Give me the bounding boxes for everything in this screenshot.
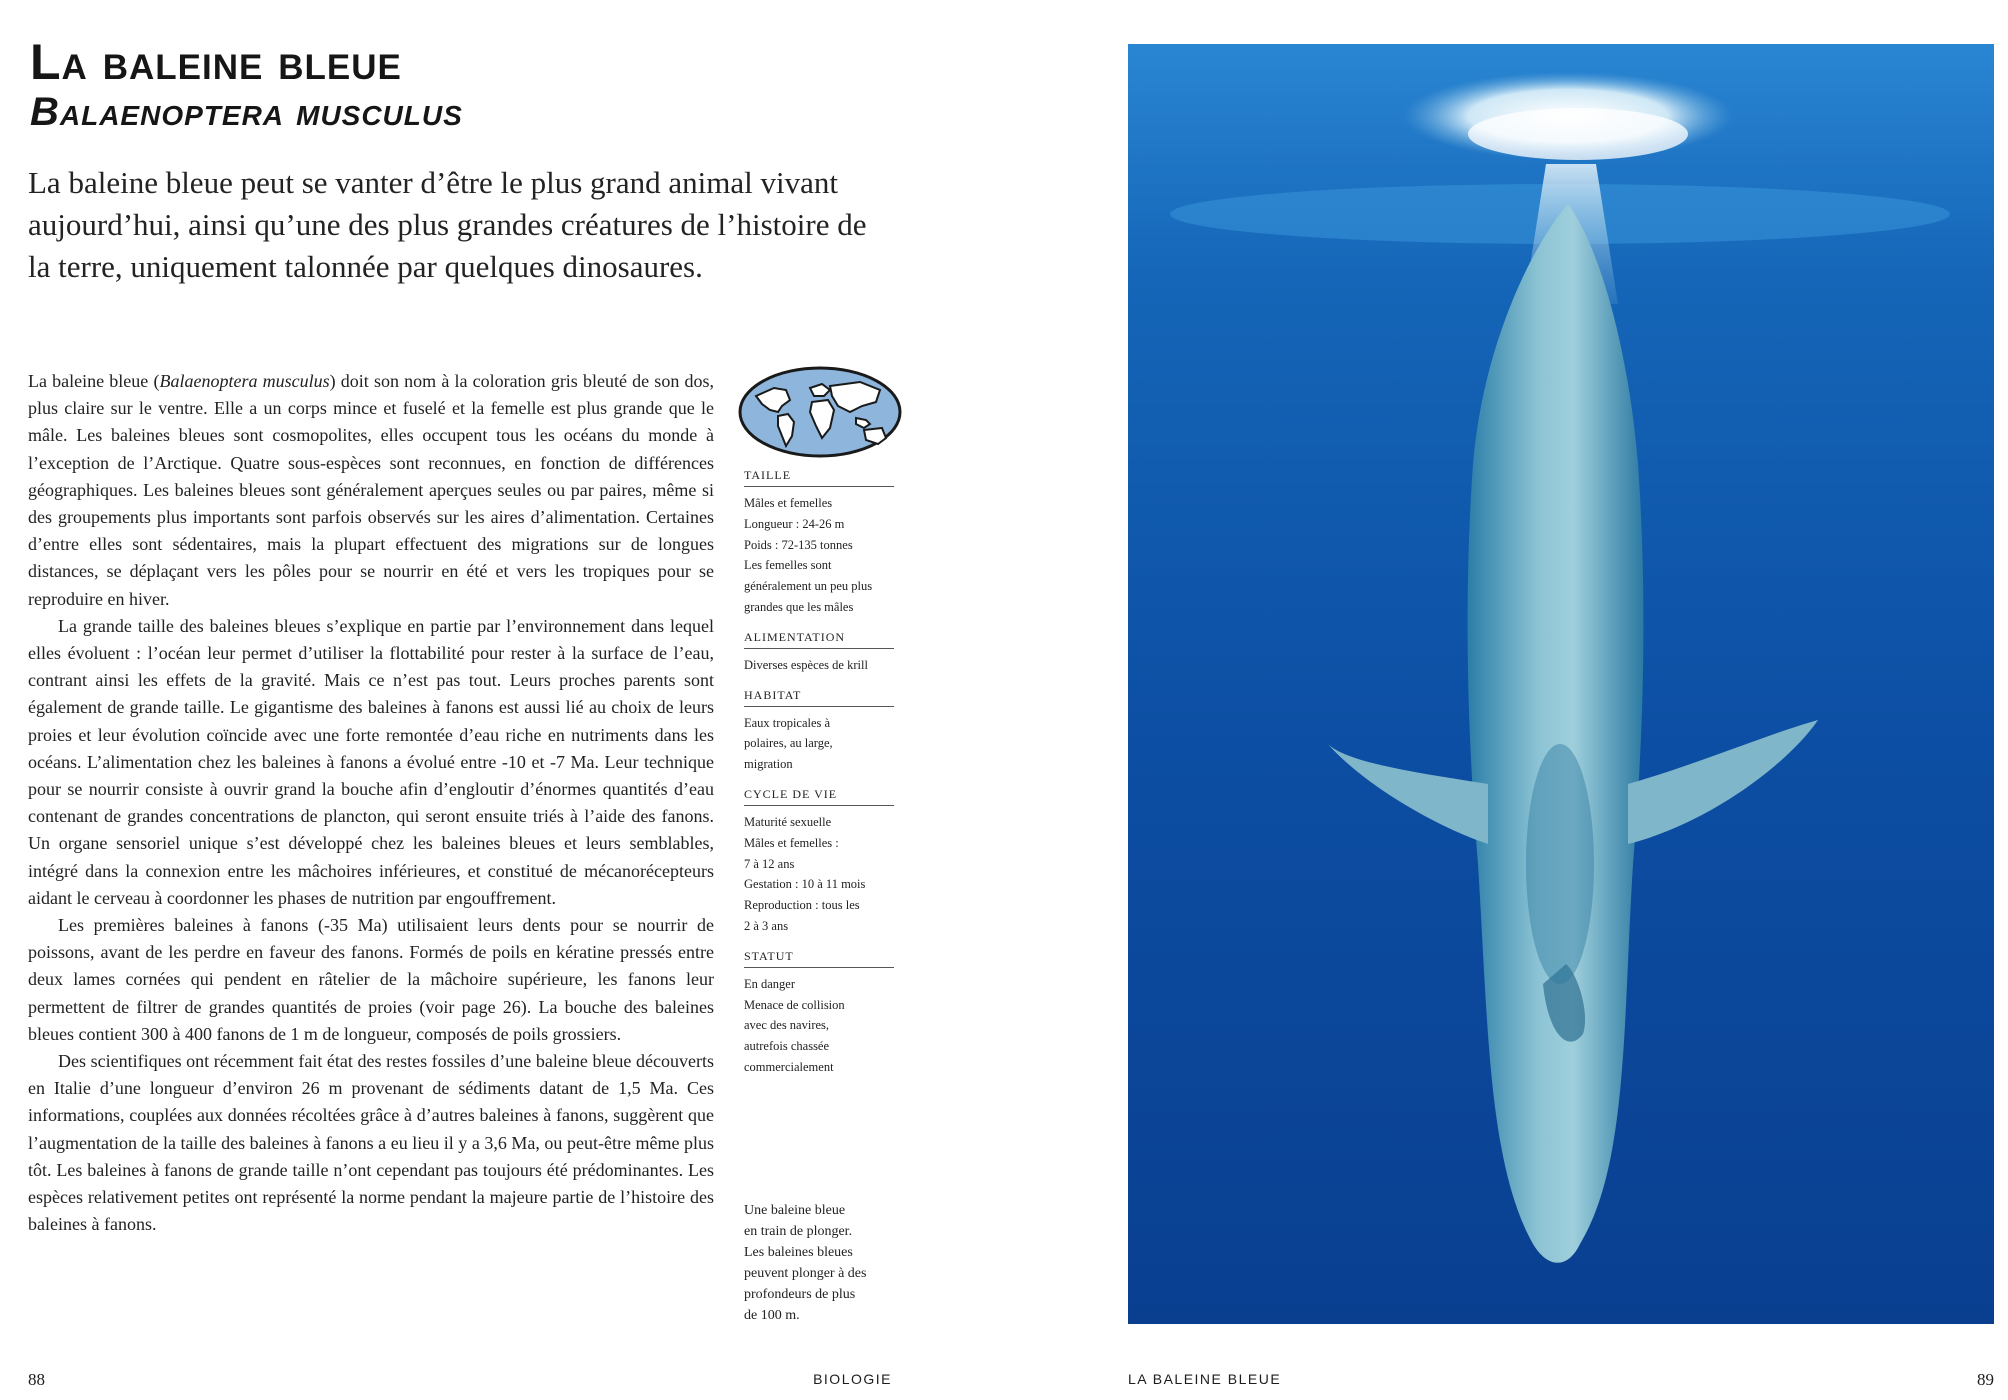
caption-line: Une baleine bleue [744,1203,846,1218]
fact-line: 2 à 3 ans [744,918,789,933]
photo-caption [744,1200,904,1326]
body-paragraph-2: La grande taille des baleines bleues s’explique en partie par l’environnement dans lequel elles évoluent : l’océan leur permet d’utiliser la flottabilité pour rester à la surface de l’eau, contrant ainsi les effets de la gravité. Mais ce n’est pas tout. Leurs proches parents sont également de grande taille. Le gigantisme des baleines à fanons est aussi lié au choix de leurs proies et leur évolution coïncide avec une forte remontée d’eau riche en nutriments dans les océans. L’alimentation chez les baleines à fanons a évolué entre -10 et -7 Ma. Leur technique pour se nourrir consiste à ouvrir grand la bouche afin d’engloutir d’énormes quantités d’eau contenant de grandes concentrations de plancton, qui seront ensuite triés à l’aide des fanons. Un organe sensoriel unique s’est développé chez les baleines bleues et leurs semblables, intégré dans la connexion entre les mâchoires inférieures, et constitué de mécanorécepteurs aidant le cerveau à coordonner les phases de nutrition par engouffrement. [28,615,714,908]
body-text [28,368,714,1239]
fact-line: migration [744,757,793,772]
caption-line: Les baleines bleues [744,1245,853,1260]
fact-line: grandes que les mâles [744,599,854,614]
species-subtitle: Balaenoptera musculus [30,90,463,134]
fact-taille [744,466,894,618]
fact-line: commercialement [744,1059,834,1074]
body-paragraph-3: Les premières baleines à fanons (-35 Ma) utilisaient leurs dents pour se nourrir de poissons, avant de les perdre en faveur des fanons. Formés de poils en kératine pressés entre deux lames cornées qui pendent en râtelier de la mâchoire supérieure, les fanons leur permettent de filtrer de grandes quantités de proies (voir page 26). La bouche des baleines bleues contient 300 à 400 fanons de 1 m de longueur, composés de poils grossiers. [28,915,714,1044]
fact-line: Les femelles sont [744,558,832,573]
world-distribution-map-icon [738,366,902,458]
fact-heading: CYCLE DE VIE [744,785,894,806]
fact-line: autrefois chassée [744,1039,830,1054]
caption-line: profondeurs de plus [744,1287,856,1302]
fact-habitat [744,686,894,775]
fact-alimentation [744,628,894,676]
blue-whale-photo [1128,44,1994,1324]
body-paragraph-1: La baleine bleue (Balaenoptera musculus) doit son nom à la coloration gris bleuté de son dos, plus claire sur le ventre. Elle a un corps mince et fuselé et la femelle est plus grande que le mâle. Les baleines bleues sont cosmopolites, elles occupent tous les océans du monde à l’exception de l’Arctique. Quatre sous-espèces sont reconnues, en fonction de différences géographiques. Les baleines bleues sont généralement aperçues seules ou par paires, même si des groupements plus importants sont parfois observés sur les aires d’alimentation. Certaines d’entre elles sont sédentaires, mais la plupart effectuent des migrations sur de longues distances, se déplaçant vers les pôles pour se nourrir en été et vers les tropiques pour se reproduire en hiver. [28,371,714,609]
page-title: La baleine bleue [30,34,402,90]
right-page [1004,0,2008,1400]
fact-line: Menace de collision [744,997,845,1012]
lead-paragraph: La baleine bleue peut se vanter d’être le plus grand animal vivant aujourd’hui, ainsi qu’une des plus grandes créatures de l’histoire de la terre, uniquement talonnée par quelques dinosaures. [28,165,867,284]
body-paragraph-4: Des scientifiques ont récemment fait état des restes fossiles d’une baleine bleue découverts en Italie d’une longueur d’environ 26 m provenant de sédiments datant de 1,5 Ma. Ces informations, couplées aux données récoltées grâce à d’autres baleines à fanons, suggèrent que l’augmentation de la taille des baleines à fanons a eu lieu il y a 3,6 Ma, ou peut-être même plus tôt. Les baleines à fanons de grande taille n’ont cependant pas toujours été prédominantes. Les espèces relativement petites ont représenté la norme pendant la majeure partie de l’histoire des baleines à fanons. [28,1051,714,1235]
fact-line: polaires, au large, [744,736,833,751]
fact-cycle-de-vie [744,785,894,937]
page-number-left: 88 [28,1370,45,1389]
species-name-inline: Balaenoptera musculus [159,371,330,391]
fact-line: Gestation : 10 à 11 mois [744,877,866,892]
fact-sidebar [744,366,894,1088]
fact-statut [744,947,894,1078]
fact-line: Mâles et femelles : [744,835,839,850]
fact-heading: ALIMENTATION [744,628,894,649]
fact-line: Maturité sexuelle [744,814,832,829]
fact-heading: STATUT [744,947,894,968]
running-head-left: BIOLOGIE [813,1371,892,1387]
fact-line: Diverses espèces de krill [744,657,868,672]
fact-line: Reproduction : tous les [744,898,860,913]
caption-line: en train de plonger. [744,1224,853,1239]
fact-line: généralement un peu plus [744,579,873,594]
fact-line: avec des navires, [744,1018,830,1033]
fact-line: Eaux tropicales à [744,715,831,730]
fact-line: En danger [744,976,796,991]
fact-line: Poids : 72-135 tonnes [744,537,853,552]
running-head-right: LA BALEINE BLEUE [1128,1371,1282,1387]
fact-heading: HABITAT [744,686,894,707]
fact-heading: TAILLE [744,466,894,487]
page-number-right: 89 [1977,1370,1994,1389]
caption-line: de 100 m. [744,1308,800,1323]
fact-line: 7 à 12 ans [744,856,795,871]
fact-line: Longueur : 24-26 m [744,516,845,531]
caption-line: peuvent plonger à des [744,1266,867,1281]
fact-line: Mâles et femelles [744,496,833,510]
